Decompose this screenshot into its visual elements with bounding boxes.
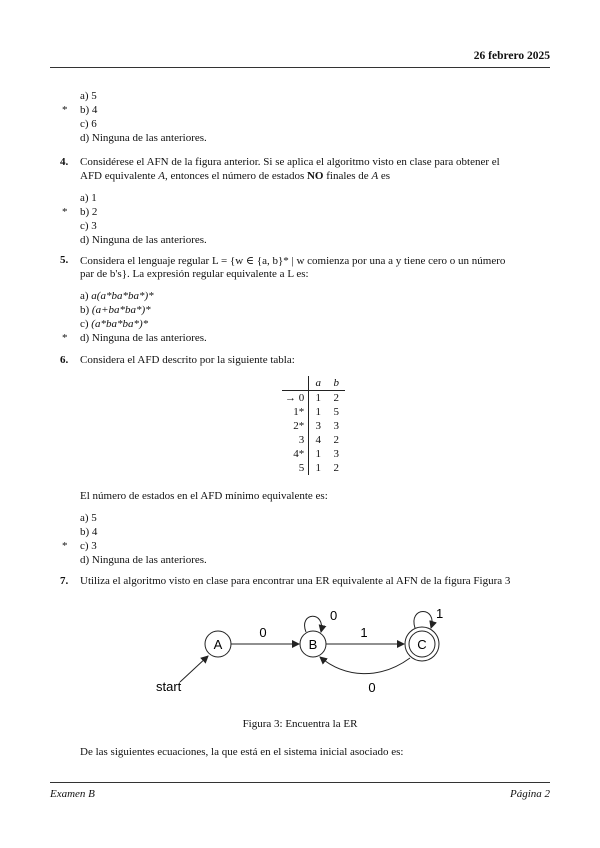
table-header: b [327,376,345,391]
question-text: De las siguientes ecuaciones, la que está en el sistema inicial asociado es: [80,746,404,758]
figure-caption: Figura 3: Encuentra la ER [242,718,358,730]
table-row: 4* 1 3 [282,447,345,461]
answer-marker: * [62,206,68,218]
answer-marker: * [62,332,68,344]
edge-b-c-label: 1 [360,625,368,640]
table-row: 1* 1 5 [282,405,345,419]
list-item: b) 4 [80,526,98,538]
question-text: Considérese el AFN de la figura anterior. Si se aplica el algoritmo visto en clase para obtener el [80,156,500,168]
question-text: Considera el lenguaje regular L = {w ∈ {a, b}* | w comienza por una a y tiene cero o un número [80,255,506,267]
table-header-row [282,376,345,391]
list-item: c) 3 [80,540,97,552]
table-row: 3 4 2 [282,433,345,447]
loop-b-label: 0 [330,608,338,623]
footer-left: Examen B [50,788,95,800]
list-item: c) 3 [80,220,97,232]
list-item: a) 1 [80,192,97,204]
edge-c-b-label: 0 [368,680,376,695]
state-a-label: A [213,637,223,652]
answer-marker: * [62,104,68,116]
list-item: a) 5 [80,512,97,524]
state-b-label: B [308,637,318,652]
list-item: a) 5 [80,90,97,102]
edge-c-b [320,657,410,674]
transition-table [282,376,345,475]
footer-right: Página 2 [509,788,550,800]
list-item: d) Ninguna de las anteriores. [80,332,207,344]
list-item: b) 4 [80,104,98,116]
question-text: par de b's}. La expresión regular equivalente a L es: [80,268,309,280]
list-item: c) (a*ba*ba*)* [80,318,149,330]
loop-b [305,616,322,632]
question-text: El número de estados en el AFD mínimo equivalente es: [80,490,328,502]
list-item: c) 6 [80,118,97,130]
question-text: Utiliza el algoritmo visto en clase para encontrar una ER equivalente al AFN de la figura Figura 3 [80,575,511,587]
question-number: 5. [60,254,69,266]
question-number: 6. [60,354,69,366]
header-rule [50,67,550,68]
start-label: start [156,679,182,694]
question-number: 4. [60,156,69,168]
header-date: 26 febrero 2025 [473,50,550,62]
answer-marker: * [62,540,68,552]
list-item: d) Ninguna de las anteriores. [80,132,207,144]
list-item: d) Ninguna de las anteriores. [80,234,207,246]
footer-rule [50,782,550,783]
question-text: Considera el AFD descrito por la siguiente tabla: [80,354,295,366]
state-c-label: C [417,637,427,652]
list-item: a) a(a*ba*ba*)* [80,290,154,302]
start-arrow [180,656,208,682]
list-item: b) 2 [80,206,98,218]
table-header: a [309,376,328,391]
table-row: → 0 1 2 [282,391,345,406]
list-item: b) (a+ba*ba*)* [80,304,151,316]
loop-c-label: 1 [436,606,444,621]
edge-a-b-label: 0 [259,625,267,640]
list-item: d) Ninguna de las anteriores. [80,554,207,566]
table-row: 2* 3 3 [282,419,345,433]
question-number: 7. [60,575,69,587]
question-text: AFD equivalente A, entonces el número de estados NO finales de A es [80,170,391,182]
table-row: 5 1 2 [282,461,345,475]
automaton-diagram [140,600,470,700]
loop-c [414,612,432,629]
